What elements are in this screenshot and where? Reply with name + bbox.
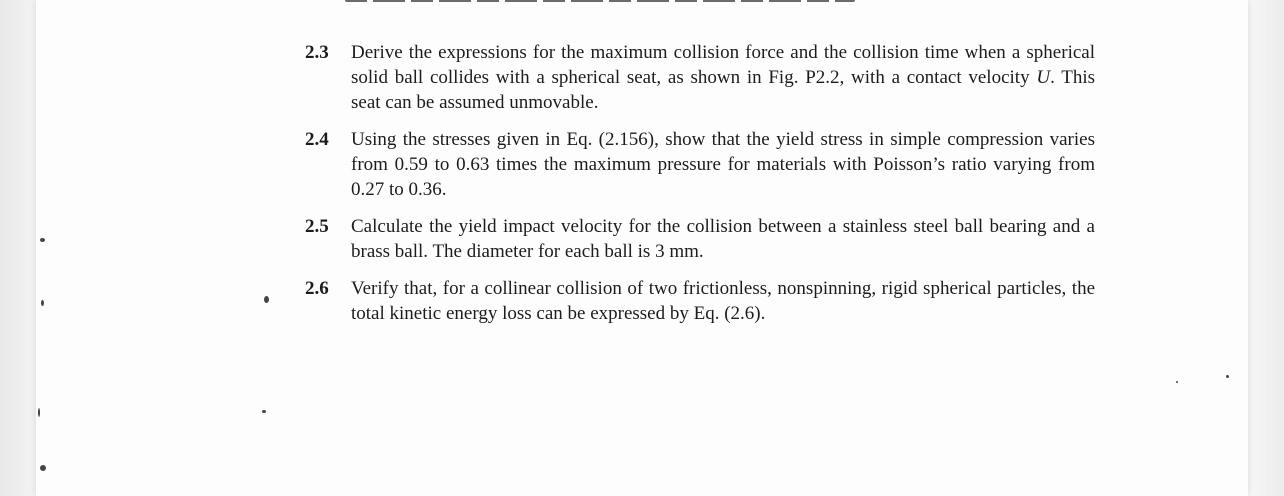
problem-number: 2.4 xyxy=(305,129,329,150)
scan-speck xyxy=(40,465,46,471)
problem-text: Calculate the yield impact velocity for the collision between a stainless steel ball bearing and a brass ball. The diameter for each ball is 3 mm. xyxy=(351,216,1095,262)
problem-list xyxy=(305,40,1095,338)
scan-speck xyxy=(40,238,45,242)
problem-item xyxy=(305,127,1095,202)
problem-item xyxy=(305,214,1095,264)
problem-number: 2.5 xyxy=(305,216,329,237)
problem-item xyxy=(305,40,1095,115)
scan-speck xyxy=(262,410,266,413)
scan-speck xyxy=(1176,381,1178,383)
problem-text: Verify that, for a collinear collision of two frictionless, nonspinning, rigid spherical particles, the total kinetic energy loss can be expressed by Eq. (2.6). xyxy=(351,278,1095,324)
problem-number: 2.6 xyxy=(305,278,329,299)
scan-speck xyxy=(1226,375,1229,378)
problem-text: Using the stresses given in Eq. (2.156), show that the yield stress in simple compression varies from 0.59 to 0.63 times the maximum pressure for materials with Poisson’s ratio varying from 0.27 to 0.36. xyxy=(351,129,1095,200)
cut-off-text-line xyxy=(345,0,855,4)
scan-speck xyxy=(264,296,269,303)
page-left-margin xyxy=(0,0,36,496)
problem-item xyxy=(305,276,1095,326)
problem-text: Derive the expressions for the maximum collision force and the collision time when a spherical solid ball collides with a spherical seat, as shown in Fig. P2.2, with a contact velocity U. This seat can be assumed unmovable. xyxy=(351,42,1096,113)
scan-speck xyxy=(41,300,44,306)
problem-number: 2.3 xyxy=(305,42,329,63)
scan-speck xyxy=(38,408,40,417)
page-right-margin xyxy=(1248,0,1284,496)
